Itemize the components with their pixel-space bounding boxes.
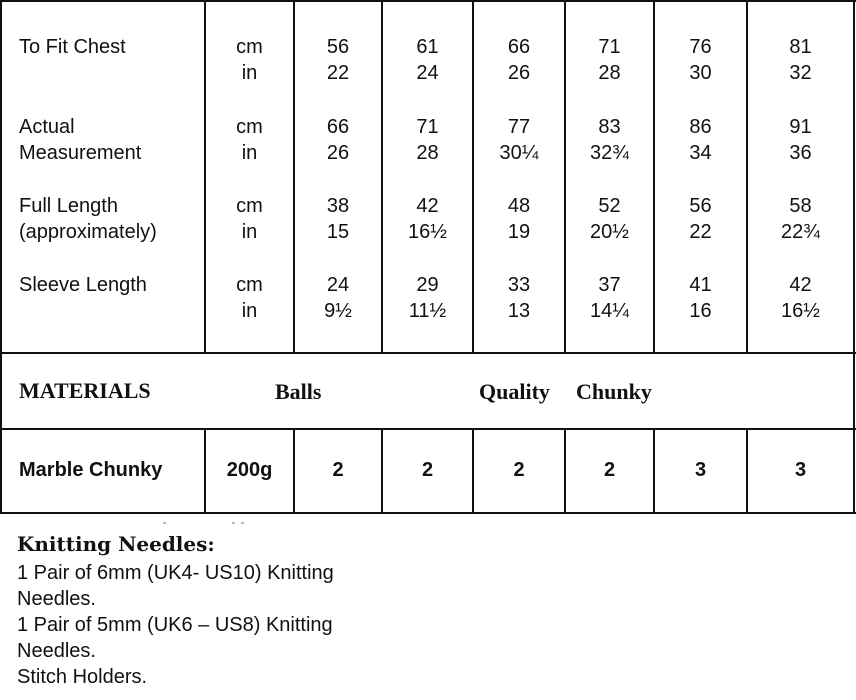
scan-speck — [241, 522, 244, 524]
size-value-in: 16½ — [781, 300, 820, 322]
size-value-cm: 66 — [326, 116, 350, 138]
size-value-cm: 48 — [507, 195, 531, 217]
row-label-to-fit-chest: To Fit Chest — [19, 36, 126, 58]
size-value-in: 22 — [689, 221, 712, 243]
size-value-in: 30 — [689, 62, 712, 84]
size-value-in: 22 — [326, 62, 350, 84]
size-value-cm: 76 — [689, 36, 712, 58]
balls-label: Balls — [275, 379, 322, 404]
size-value-cm: 66 — [507, 36, 531, 58]
yarn-row-bottom-border — [0, 512, 856, 514]
size-value-cm: 37 — [598, 274, 621, 296]
materials-heading: MATERIALS — [19, 378, 151, 403]
yarn-weight: 200g — [226, 459, 273, 481]
size-value-in: 32¾ — [590, 142, 629, 164]
unit-in: in — [241, 221, 258, 243]
size-value-in: 13 — [507, 300, 531, 322]
needles-line: 1 Pair of 5mm (UK6 – US8) Knitting — [17, 614, 333, 636]
needles-line: Needles. — [17, 588, 96, 610]
size-value-in: 22¾ — [781, 221, 820, 243]
needles-line: 1 Pair of 6mm (UK4- US10) Knitting — [17, 562, 334, 584]
needles-line: Stitch Holders. — [17, 666, 148, 688]
materials-row-bottom-border — [0, 428, 856, 430]
size-value-in: 36 — [789, 142, 812, 164]
row-label-full-length-line2: (approximately) — [19, 221, 157, 243]
yarn-balls-count: 3 — [794, 459, 807, 481]
size-value-in: 30¼ — [499, 142, 539, 164]
size-value-in: 26 — [326, 142, 350, 164]
size-value-cm: 33 — [507, 274, 531, 296]
unit-in: in — [241, 142, 258, 164]
unit-cm: cm — [236, 274, 263, 296]
yarn-name: Marble Chunky — [19, 459, 163, 481]
row-label-sleeve-length: Sleeve Length — [19, 274, 147, 296]
row-label-actual-measurement-line1: Actual — [19, 116, 75, 138]
size-value-cm: 29 — [416, 274, 439, 296]
unit-in: in — [241, 300, 258, 322]
knitting-needles-heading: Knitting Needles: — [17, 532, 215, 556]
size-value-in: 24 — [416, 62, 439, 84]
size-value-in: 14¼ — [590, 300, 629, 322]
size-value-cm: 42 — [789, 274, 812, 296]
size-value-cm: 56 — [689, 195, 712, 217]
yarn-balls-count: 2 — [421, 459, 434, 481]
size-value-in: 16 — [689, 300, 712, 322]
size-value-cm: 77 — [507, 116, 531, 138]
scan-speck — [232, 522, 235, 524]
unit-cm: cm — [236, 116, 263, 138]
size-value-cm: 91 — [789, 116, 812, 138]
size-value-in: 26 — [507, 62, 531, 84]
size-value-cm: 42 — [416, 195, 439, 217]
size-value-cm: 86 — [689, 116, 712, 138]
size-value-in: 28 — [416, 142, 439, 164]
size-value-in: 20½ — [590, 221, 629, 243]
size-value-cm: 38 — [326, 195, 350, 217]
size-value-cm: 41 — [689, 274, 712, 296]
unit-cm: cm — [236, 36, 263, 58]
size-value-cm: 61 — [416, 36, 439, 58]
row-label-full-length-line1: Full Length — [19, 195, 118, 217]
size-value-cm: 24 — [326, 274, 350, 296]
size-value-in: 32 — [789, 62, 812, 84]
size-value-cm: 56 — [326, 36, 350, 58]
size-value-cm: 83 — [598, 116, 621, 138]
size-value-in: 16½ — [408, 221, 447, 243]
size-value-in: 9½ — [324, 300, 352, 322]
quality-value: Chunky — [576, 379, 652, 404]
size-value-in: 15 — [326, 221, 350, 243]
yarn-balls-count: 2 — [332, 459, 344, 481]
sizes-section-bottom-border — [0, 352, 856, 354]
unit-cm: cm — [236, 195, 263, 217]
size-value-cm: 58 — [789, 195, 812, 217]
scan-speck — [163, 522, 166, 524]
table-top-border — [0, 0, 856, 2]
row-label-actual-measurement-line2: Measurement — [19, 142, 142, 164]
table-left-border — [0, 0, 2, 514]
size-value-in: 28 — [598, 62, 621, 84]
unit-in: in — [241, 62, 258, 84]
yarn-balls-count: 2 — [603, 459, 616, 481]
needles-line: Needles. — [17, 640, 96, 662]
yarn-balls-count: 3 — [694, 459, 707, 481]
size-value-cm: 71 — [416, 116, 439, 138]
quality-label: Quality — [479, 379, 550, 404]
size-value-cm: 52 — [598, 195, 621, 217]
size-value-cm: 81 — [789, 36, 812, 58]
size-value-in: 34 — [689, 142, 712, 164]
size-value-in: 19 — [507, 221, 531, 243]
yarn-balls-count: 2 — [513, 459, 525, 481]
size-value-cm: 71 — [598, 36, 621, 58]
size-value-in: 11½ — [408, 300, 447, 322]
